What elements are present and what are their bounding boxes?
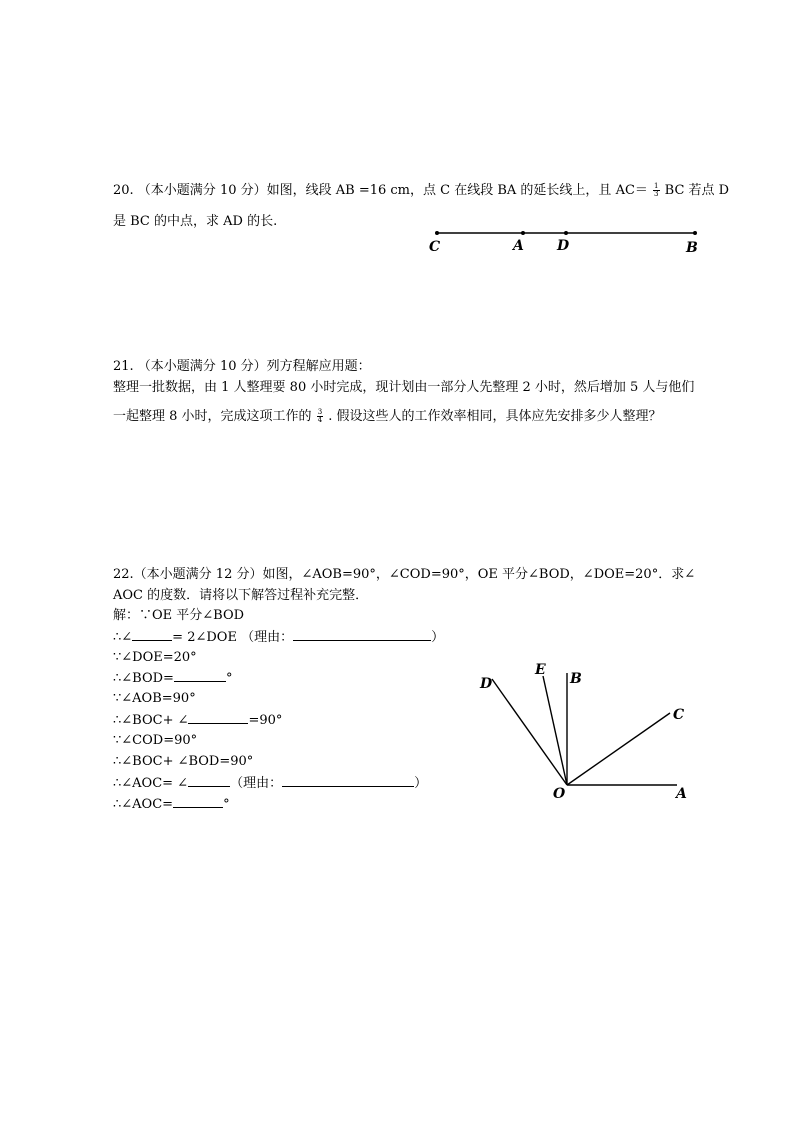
q22-step-5: ∵∠AOB=90° (113, 691, 196, 706)
q22-point-d-label: D (480, 676, 493, 692)
q21-line3-start: 一起整理 8 小时，完成这项工作的 (113, 409, 312, 424)
q22-step-1: 解：∵OE 平分∠BOD (113, 608, 245, 623)
q22-step-9-suffix: ） (414, 776, 428, 791)
q20-point-c-label: C (429, 239, 441, 255)
q22-step-2-suffix: ） (431, 630, 445, 645)
q22-step-2-middle: = 2∠DOE （理由： (172, 630, 294, 645)
q20-point-d-label: D (557, 238, 570, 254)
q22-step-8: ∴∠BOC+ ∠BOD=90° (113, 754, 254, 769)
q22-point-c-label: C (673, 707, 685, 723)
q20-fraction-numerator: 1 (654, 182, 659, 190)
q22-step-10-suffix: ° (223, 797, 230, 812)
q22-ray-oc (567, 713, 670, 785)
q22-step-10-prefix: ∴∠AOC= (113, 797, 174, 812)
q22-point-o-label: O (553, 786, 566, 802)
q22-step-4-suffix: ° (225, 671, 233, 686)
q22-step-9-prefix: ∴∠AOC= ∠ (113, 776, 189, 791)
q20-point-a-label: A (513, 238, 524, 254)
q21-fraction-numerator: 3 (317, 408, 323, 416)
q22-step-6-prefix: ∴∠BOC+ ∠ (113, 713, 189, 728)
q22-point-e-label: E (535, 662, 546, 678)
q20-fraction-denominator: 3 (654, 190, 659, 198)
q22-step-6-suffix: =90° (248, 713, 283, 728)
q22-step-4-prefix: ∴∠BOD= (113, 671, 174, 686)
q22-point-b-label: B (570, 671, 582, 687)
q21-fraction-denominator: 4 (317, 416, 323, 424)
q20-bc-tail: BC 若点 D (664, 183, 730, 198)
q22-step-7: ∵∠COD=90° (113, 733, 198, 748)
q20-text-line2: 是 BC 的中点，求 AD 的长. (113, 214, 278, 229)
q20-point-b-label: B (686, 240, 698, 256)
q22-step-2-prefix: ∴∠ (113, 630, 133, 645)
q22-text-line1: 22.（本小题满分 12 分）如图，∠AOB=90°，∠COD=90°，OE 平分∠BOD，∠DOE=20°．求∠ (113, 567, 696, 582)
q20-line1-text: 20. （本小题满分 10 分）如图，线段 AB =16 cm，点 C 在线段 BA 的延长线上，且 (113, 183, 612, 198)
q22-text-line2: AOC 的度数．请将以下解答过程补充完整． (113, 588, 369, 603)
q20-ac-label: AC＝ (615, 183, 648, 198)
q22-step-9-middle: （理由： (230, 776, 283, 791)
q21-text-line1: 21. （本小题满分 10 分）列方程解应用题： (113, 359, 371, 374)
q21-text-line2: 整理一批数据，由 1 人整理要 80 小时完成，现计划由一部分人先整理 2 小时，然后增加 5 人与他们 (113, 380, 695, 395)
q22-point-a-label: A (676, 786, 687, 802)
q22-step-3: ∵∠DOE=20° (113, 650, 197, 665)
q21-line3-end: . 假设这些人的工作效率相同，具体应先安排多少人整理？ (328, 409, 662, 424)
